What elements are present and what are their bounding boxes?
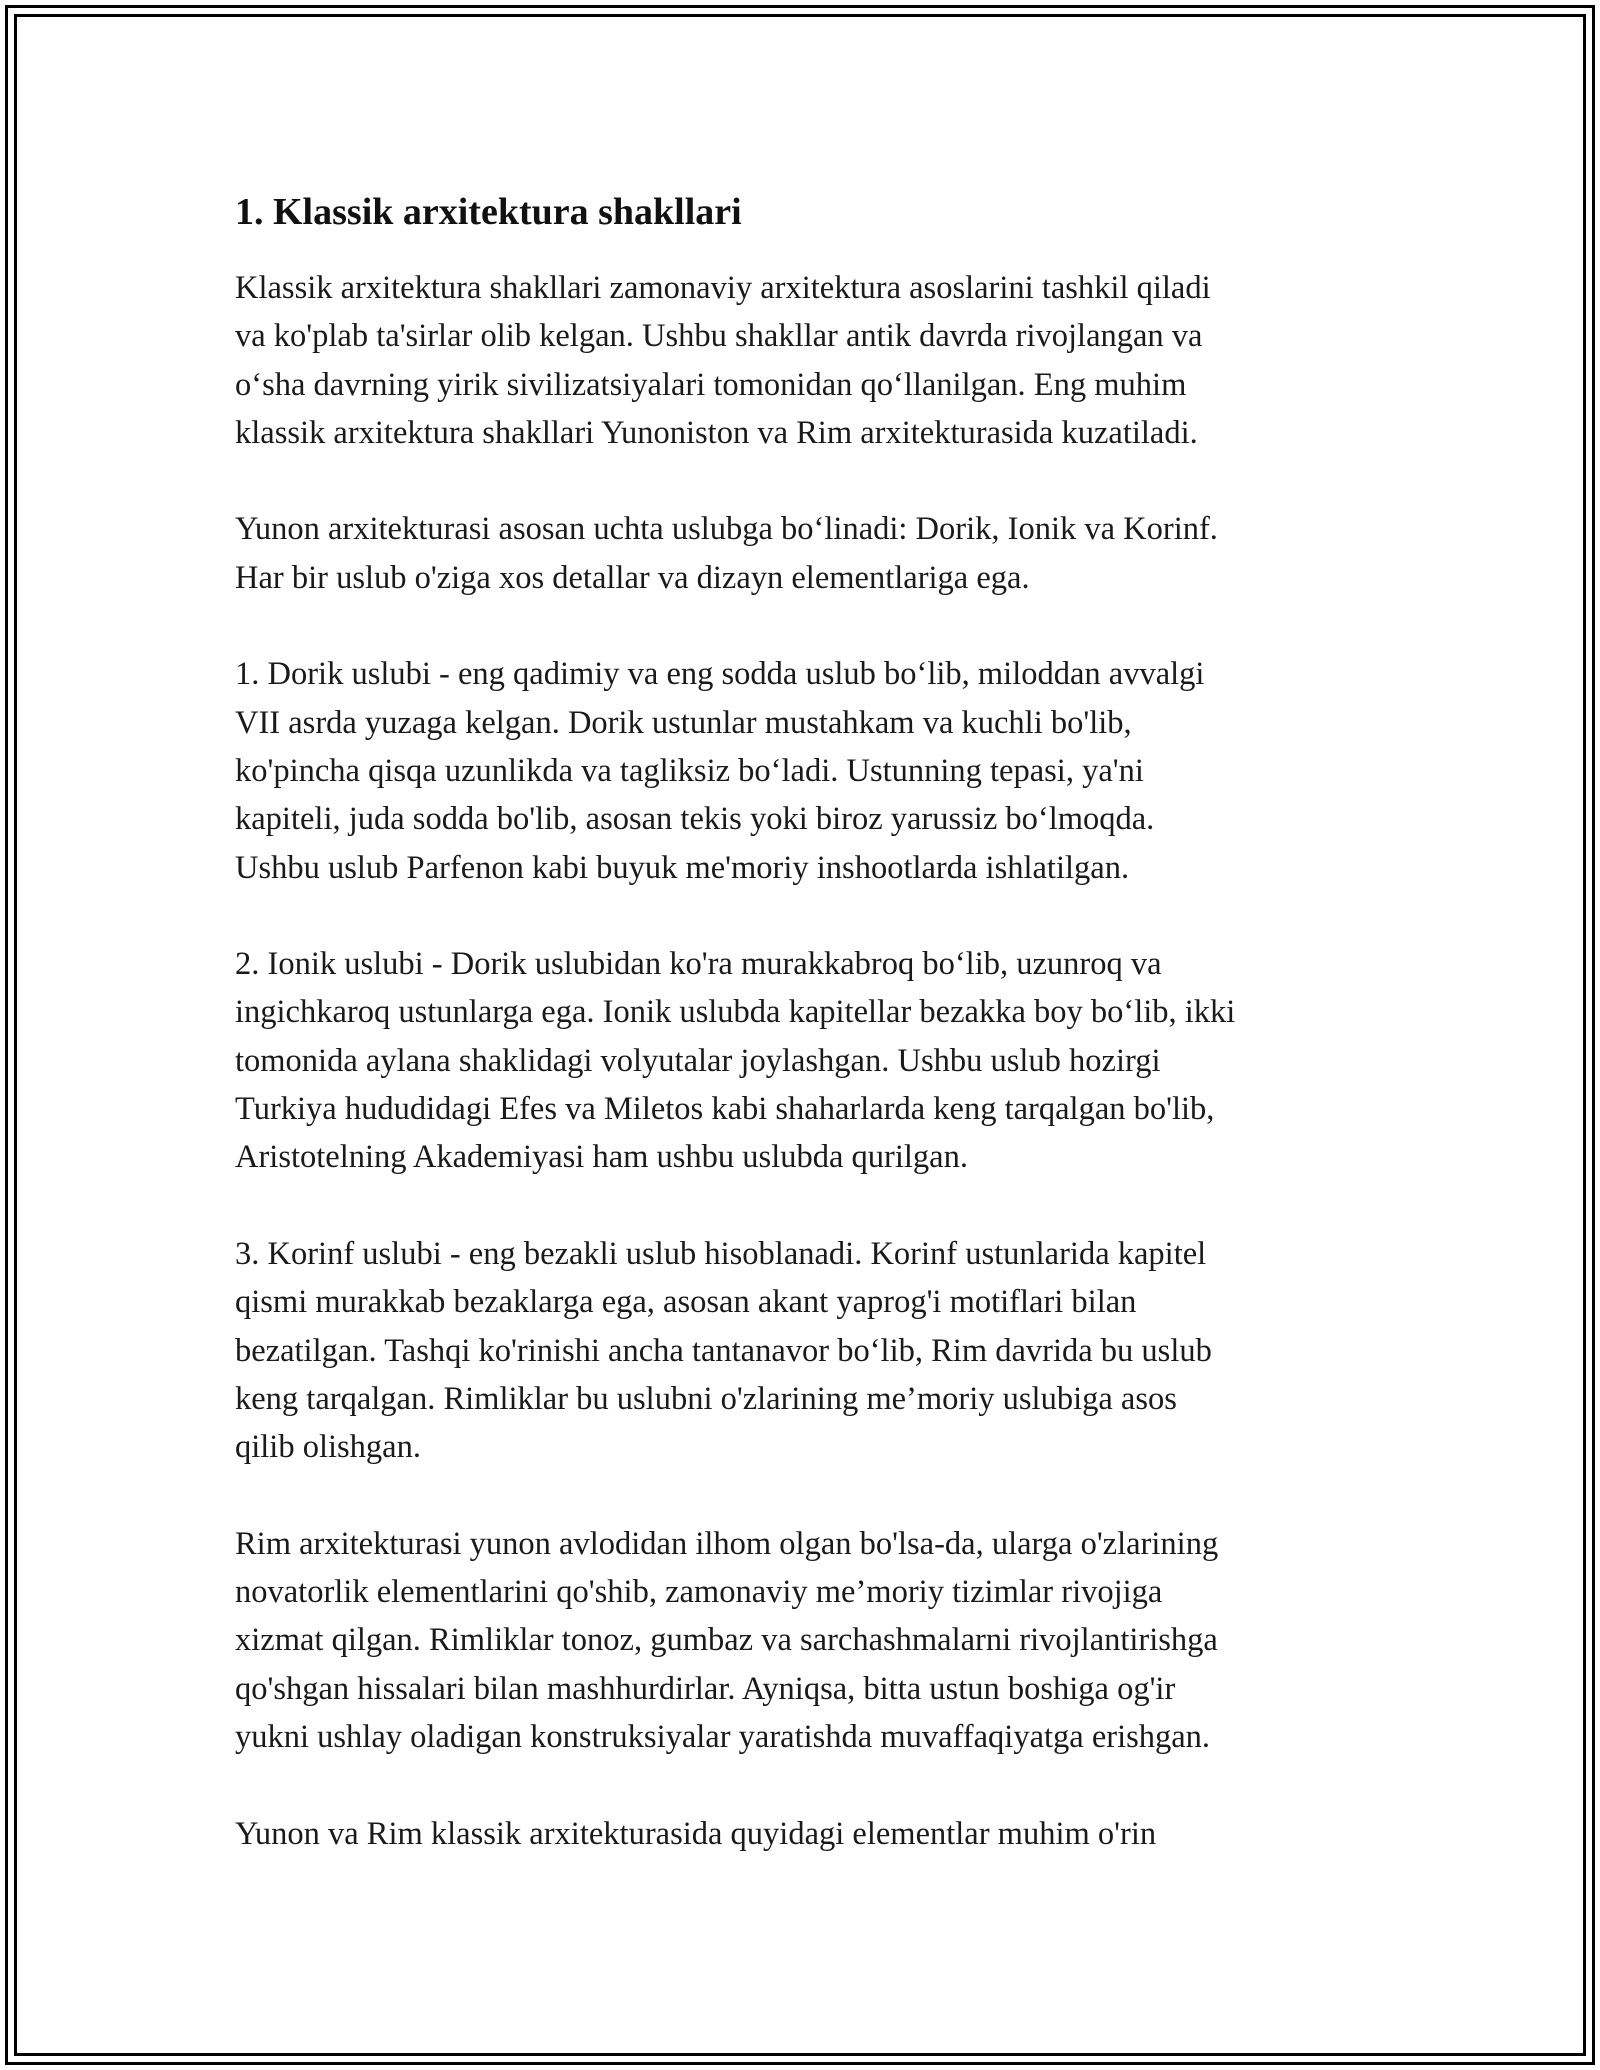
text-line: qo'shgan hissalari bilan mashhurdirlar. Ayniqsa, bitta ustun boshiga og'ir	[235, 1670, 1176, 1707]
text-line: Turkiya hududidagi Efes va Miletos kabi shaharlarda keng tarqalgan bo'lib,	[235, 1091, 1215, 1128]
paragraph-intro	[235, 264, 1385, 457]
text-line: ingichkaroq ustunlarga ega. Ionik uslubda kapitellar bezakka boy bo‘lib, ikki	[235, 994, 1236, 1031]
text-line: 2. Ionik uslubi - Dorik uslubidan ko'ra murakkabroq bo‘lib, uzunroq va	[235, 946, 1162, 983]
text-line: Ushbu uslub Parfenon kabi buyuk me'moriy inshootlarda ishlatilgan.	[235, 849, 1130, 886]
text-line: 1. Dorik uslubi - eng qadimiy va eng sodda uslub bo‘lib, miloddan avvalgi	[235, 656, 1205, 693]
paragraph-greek-styles	[235, 505, 1385, 602]
text-line: va ko'plab ta'sirlar olib kelgan. Ushbu shakllar antik davrda rivojlangan va	[235, 318, 1203, 355]
text-line: ko'pincha qisqa uzunlikda va tagliksiz bo‘ladi. Ustunning tepasi, ya'ni	[235, 752, 1144, 789]
text-line: Har bir uslub o'ziga xos detallar va dizayn elementlariga ega.	[235, 559, 1030, 596]
paragraph-ionic	[235, 940, 1385, 1181]
text-line: keng tarqalgan. Rimliklar bu uslubni o'zlarining me’moriy uslubiga asos	[235, 1380, 1177, 1417]
text-line: kapiteli, juda sodda bo'lib, asosan tekis yoki biroz yarussiz bo‘lmoqda.	[235, 801, 1155, 838]
section-heading: 1. Klassik arxitektura shakllari	[235, 191, 742, 233]
text-line: o‘sha davrning yirik sivilizatsiyalari tomonidan qo‘llanilgan. Eng muhim	[235, 366, 1187, 403]
text-line: VII asrda yuzaga kelgan. Dorik ustunlar mustahkam va kuchli bo'lib,	[235, 704, 1132, 741]
text-line: yukni ushlay oladigan konstruksiyalar yaratishda muvaffaqiyatga erishgan.	[235, 1718, 1211, 1755]
text-line: 3. Korinf uslubi - eng bezakli uslub hisoblanadi. Korinf ustunlarida kapitel	[235, 1235, 1207, 1272]
text-line: qismi murakkab bezaklarga ega, asosan akant yaprog'i motiflari bilan	[235, 1284, 1137, 1321]
text-line: qilib olishgan.	[235, 1429, 421, 1466]
text-line: novatorlik elementlarini qo'shib, zamonaviy me’moriy tizimlar rivojiga	[235, 1574, 1163, 1611]
text-line: Yunon va Rim klassik arxitekturasida quyidagi elementlar muhim o'rin	[235, 1815, 1157, 1852]
document-body	[235, 186, 1385, 1906]
paragraph-corinthian	[235, 1230, 1385, 1471]
paragraph-elements	[235, 1810, 1385, 1858]
text-line: Aristotelning Akademiyasi ham ushbu uslubda qurilgan.	[235, 1139, 968, 1176]
paragraph-roman	[235, 1520, 1385, 1761]
text-line: Klassik arxitektura shakllari zamonaviy arxitektura asoslarini tashkil qiladi	[235, 270, 1211, 306]
text-line: Yunon arxitekturasi asosan uchta uslubga bo‘linadi: Dorik, Ionik va Korinf.	[235, 511, 1218, 548]
text-line: klassik arxitektura shakllari Yunoniston va Rim arxitekturasida kuzatiladi.	[235, 414, 1198, 451]
paragraph-doric	[235, 650, 1385, 891]
text-line: xizmat qilgan. Rimliklar tonoz, gumbaz va sarchashmalarni rivojlantirishga	[235, 1622, 1218, 1659]
text-line: tomonida aylana shaklidagi volyutalar joylashgan. Ushbu uslub hozirgi	[235, 1042, 1161, 1079]
text-line: bezatilgan. Tashqi ko'rinishi ancha tantanavor bo‘lib, Rim davrida bu uslub	[235, 1332, 1212, 1369]
text-line: Rim arxitekturasi yunon avlodidan ilhom olgan bo'lsa-da, ularga o'zlarining	[235, 1525, 1219, 1562]
